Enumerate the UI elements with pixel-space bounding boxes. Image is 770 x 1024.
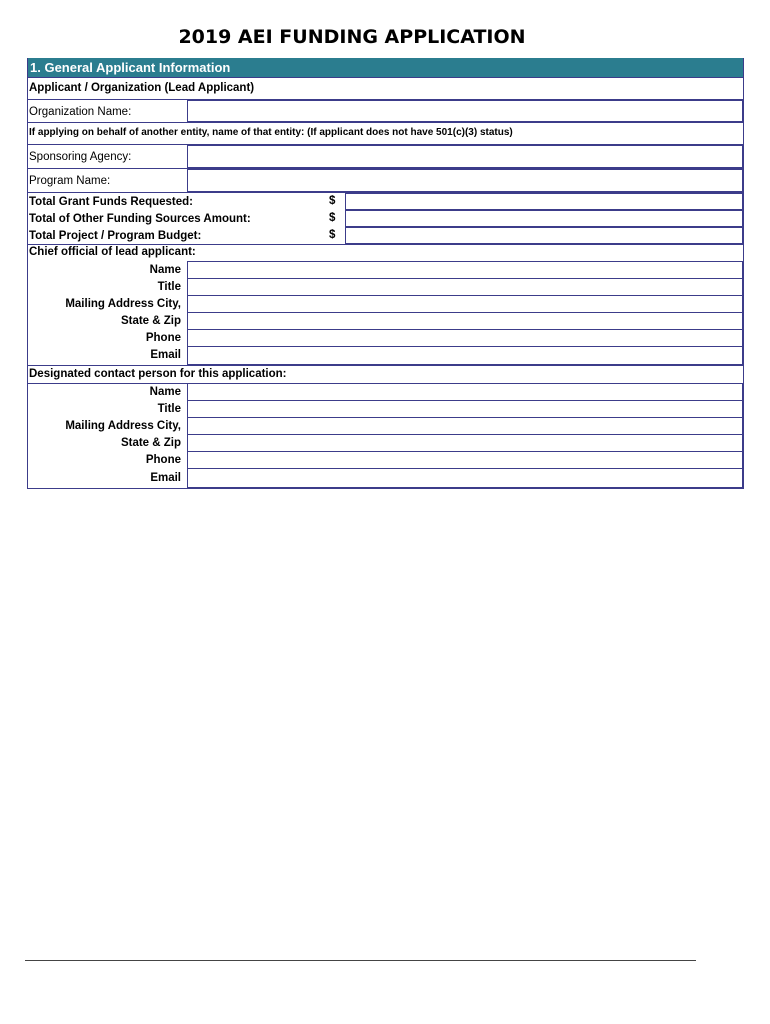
chief-title-label: Title xyxy=(157,281,181,293)
contact-address-field[interactable] xyxy=(187,417,743,435)
grant-funds-label: Total Grant Funds Requested: xyxy=(29,196,193,208)
chief-official-heading: Chief official of lead applicant: xyxy=(29,246,196,258)
footer-divider xyxy=(25,960,696,961)
contact-name-label: Name xyxy=(149,386,181,398)
other-funding-label: Total of Other Funding Sources Amount: xyxy=(29,213,251,225)
grant-funds-field[interactable] xyxy=(345,193,743,210)
contact-name-field[interactable] xyxy=(187,383,743,401)
other-funding-field[interactable] xyxy=(345,210,743,227)
applicant-org-label: Applicant / Organization (Lead Applicant) xyxy=(29,82,255,94)
grant-funds-currency: $ xyxy=(329,195,336,207)
contact-title-field[interactable] xyxy=(187,400,743,418)
chief-address-label: Mailing Address City, xyxy=(65,298,181,310)
contact-state-zip-field[interactable] xyxy=(187,434,743,452)
org-name-label: Organization Name: xyxy=(29,106,132,118)
total-budget-currency: $ xyxy=(329,229,336,241)
chief-state-zip-field[interactable] xyxy=(187,312,743,330)
org-name-field[interactable] xyxy=(187,100,743,122)
other-funding-currency: $ xyxy=(329,212,336,224)
chief-name-field[interactable] xyxy=(187,261,743,279)
contact-state-zip-label: State & Zip xyxy=(120,437,181,449)
document-title: 2019 AEI FUNDING APPLICATION xyxy=(178,26,526,48)
chief-email-label: Email xyxy=(150,349,181,361)
general-applicant-form xyxy=(27,58,744,489)
chief-address-field[interactable] xyxy=(187,295,743,313)
contact-address-label: Mailing Address City, xyxy=(65,420,181,432)
chief-phone-label: Phone xyxy=(145,332,181,344)
total-budget-label: Total Project / Program Budget: xyxy=(29,230,202,242)
chief-title-field[interactable] xyxy=(187,278,743,296)
contact-email-label: Email xyxy=(150,472,181,484)
sponsoring-agency-field[interactable] xyxy=(187,145,743,168)
contact-title-label: Title xyxy=(157,403,181,415)
contact-phone-field[interactable] xyxy=(187,451,743,469)
sponsoring-agency-label: Sponsoring Agency: xyxy=(29,151,132,163)
contact-phone-label: Phone xyxy=(145,454,181,466)
chief-email-field[interactable] xyxy=(187,346,743,365)
on-behalf-label: If applying on behalf of another entity, name of that entity: (If applicant does not have 501(c)(3) status) xyxy=(29,127,513,138)
program-name-field[interactable] xyxy=(187,169,743,192)
program-name-label: Program Name: xyxy=(29,175,111,187)
chief-name-label: Name xyxy=(149,264,181,276)
chief-state-zip-label: State & Zip xyxy=(120,315,181,327)
contact-person-heading: Designated contact person for this application: xyxy=(29,368,287,380)
section-header: 1. General Applicant Information xyxy=(28,58,743,77)
chief-phone-field[interactable] xyxy=(187,329,743,347)
contact-email-field[interactable] xyxy=(187,468,743,488)
total-budget-field[interactable] xyxy=(345,227,743,244)
